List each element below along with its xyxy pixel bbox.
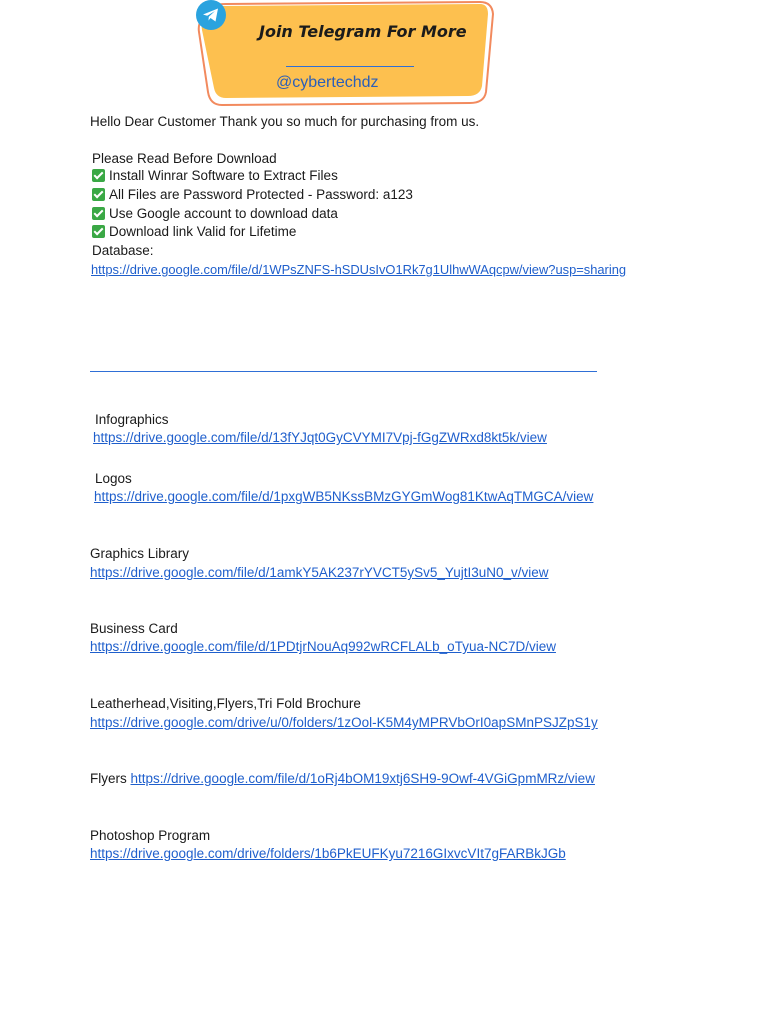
logos-link[interactable]: https://drive.google.com/file/d/1pxgWB5NKssBMzGYGmWog81KtwAqTMGCA/view: [94, 489, 594, 504]
section-label-brochure: Leatherhead,Visiting,Flyers,Tri Fold Brochure: [90, 696, 361, 711]
check-mark-icon: [92, 225, 105, 238]
notice-item: Install Winrar Software to Extract Files: [92, 167, 338, 184]
section-label-flyers: Flyers: [90, 771, 127, 786]
telegram-handle[interactable]: @cybertechdz: [276, 74, 379, 91]
telegram-icon: [196, 0, 226, 30]
check-mark-icon: [92, 207, 105, 220]
divider-line: [90, 371, 597, 372]
notice-item: Use Google account to download data: [92, 205, 338, 222]
flyers-row: [90, 770, 595, 787]
section-label-infographics: Infographics: [95, 412, 169, 427]
photoshop-link[interactable]: https://drive.google.com/drive/folders/1b6PkEUFKyu7216GIxvcVIt7gFARBkJGb: [90, 846, 566, 861]
notice-item: Download link Valid for Lifetime: [92, 223, 296, 240]
intro-text: Hello Dear Customer Thank you so much for purchasing from us.: [90, 114, 480, 129]
database-label: Database:: [92, 243, 154, 258]
banner-divider: [286, 66, 414, 67]
section-label-logos: Logos: [95, 471, 132, 486]
notice-heading: Please Read Before Download: [92, 151, 277, 166]
graphics-library-link[interactable]: https://drive.google.com/file/d/1amkY5AK237rYVCT5ySv5_YujtI3uN0_v/view: [90, 565, 549, 580]
check-mark-icon: [92, 188, 105, 201]
notice-item: All Files are Password Protected - Password: a123: [92, 186, 413, 203]
section-label-photoshop: Photoshop Program: [90, 828, 211, 843]
flyers-link[interactable]: https://drive.google.com/file/d/1oRj4bOM19xtj6SH9-9Owf-4VGiGpmMRz/view: [130, 771, 595, 786]
check-mark-icon: [92, 169, 105, 182]
banner-title: Join Telegram For More: [259, 22, 467, 41]
infographics-link[interactable]: https://drive.google.com/file/d/13fYJqt0GyCVYMI7Vpj-fGgZWRxd8kt5k/view: [93, 430, 547, 445]
database-link[interactable]: https://drive.google.com/file/d/1WPsZNFS-hSDUsIvO1Rk7g1UlhwWAqcpw/view?usp=sharing: [91, 262, 627, 277]
telegram-banner[interactable]: [196, 0, 496, 106]
section-label-graphics-library: Graphics Library: [90, 546, 190, 561]
section-label-business-card: Business Card: [90, 621, 178, 636]
brochure-link[interactable]: https://drive.google.com/drive/u/0/folders/1zOol-K5M4yMPRVbOrI0apSMnPSJZpS1y: [90, 715, 598, 730]
business-card-link[interactable]: https://drive.google.com/file/d/1PDtjrNouAq992wRCFLALb_oTyua-NC7D/view: [90, 639, 556, 654]
